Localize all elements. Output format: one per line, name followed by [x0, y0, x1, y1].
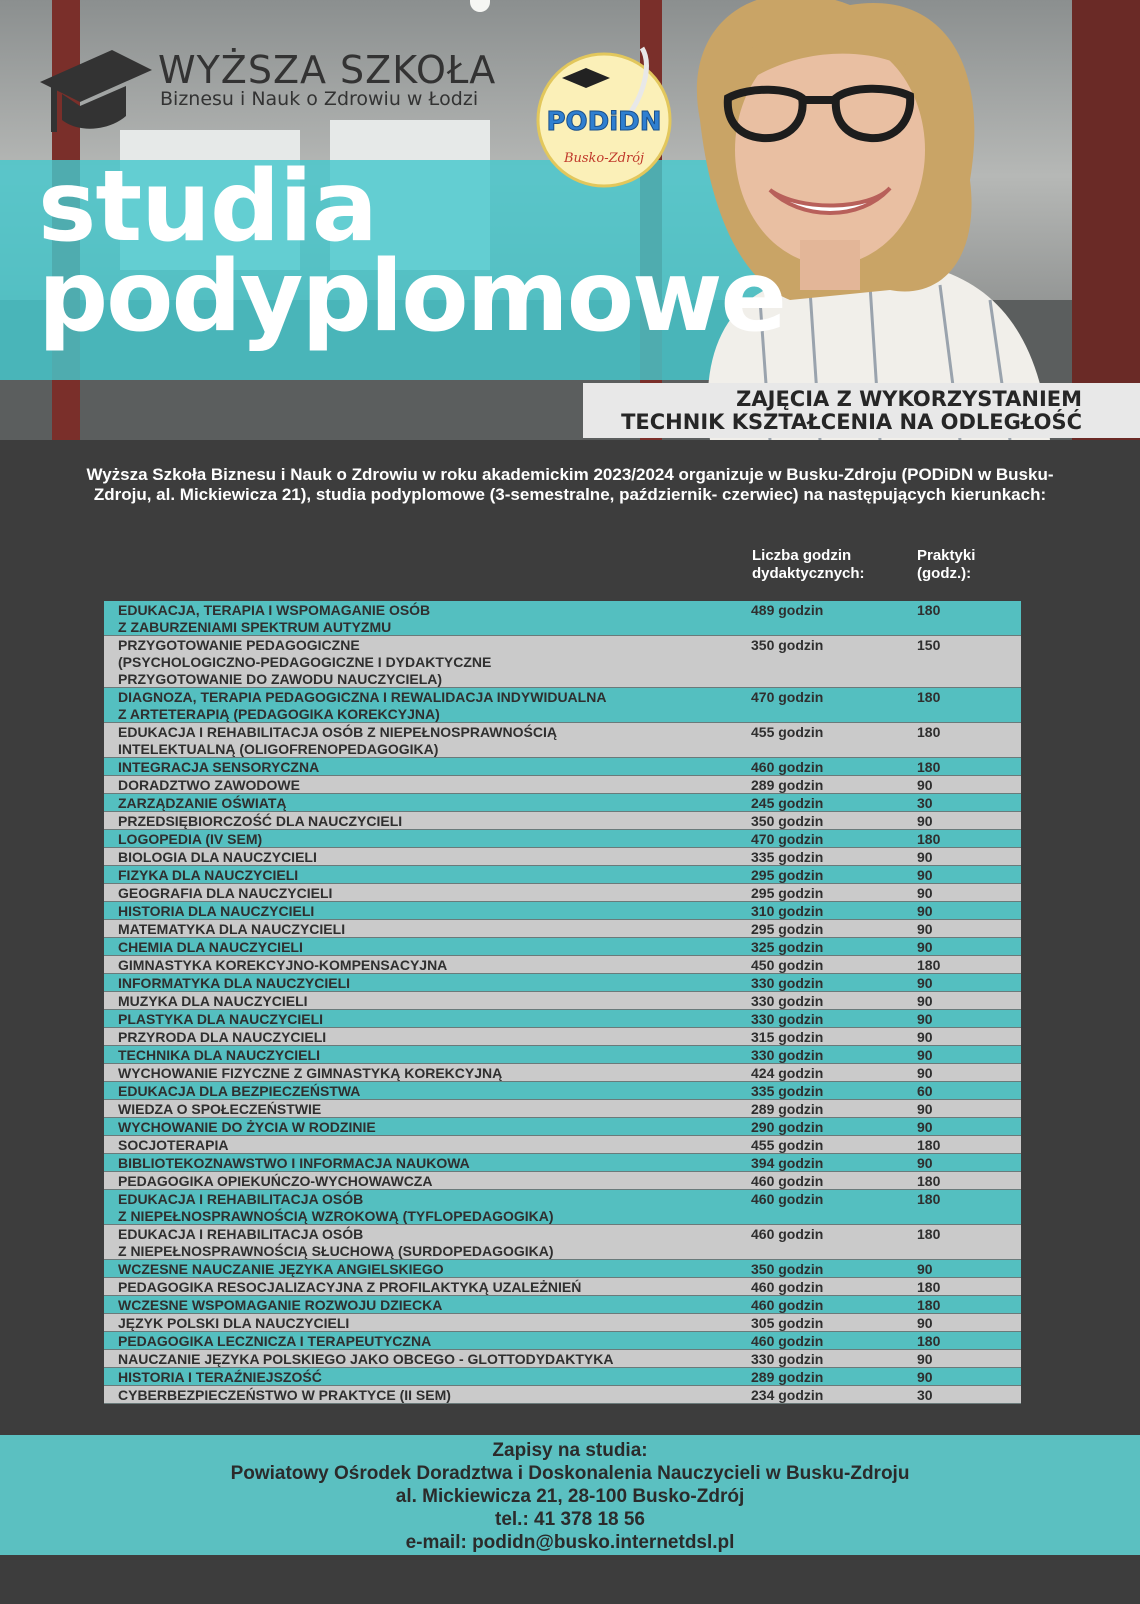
course-hours: 310 godzin: [751, 903, 824, 919]
table-row: [104, 1260, 1021, 1278]
course-practice-hours: 90: [917, 1261, 933, 1277]
course-practice-hours: 180: [917, 689, 941, 705]
course-name: DIAGNOZA, TERAPIA PEDAGOGICZNA I REWALIDACJA INDYWIDUALNA Z ARTETERAPIĄ (PEDAGOGIKA KOREKCYJNA): [118, 689, 607, 722]
course-practice-hours: 90: [917, 1155, 933, 1171]
course-hours: 295 godzin: [751, 885, 824, 901]
school-subtitle: Biznesu i Nauk o Zdrowiu w Łodzi: [160, 88, 479, 110]
table-row: [104, 830, 1021, 848]
table-row: [104, 636, 1021, 688]
course-practice-hours: 90: [917, 975, 933, 991]
course-practice-hours: 90: [917, 1029, 933, 1045]
table-row: [104, 866, 1021, 884]
table-row: [104, 1296, 1021, 1314]
course-name: FIZYKA DLA NAUCZYCIELI: [118, 867, 299, 883]
table-row: [104, 848, 1021, 866]
table-row: [104, 1118, 1021, 1136]
course-hours: 460 godzin: [751, 1226, 824, 1242]
course-hours: 460 godzin: [751, 1279, 824, 1295]
course-hours: 325 godzin: [751, 939, 824, 955]
course-hours: 470 godzin: [751, 831, 824, 847]
course-hours: 295 godzin: [751, 921, 824, 937]
table-row: [104, 884, 1021, 902]
table-row: [104, 1278, 1021, 1296]
table-row: [104, 974, 1021, 992]
course-hours: 315 godzin: [751, 1029, 824, 1045]
course-name: DORADZTWO ZAWODOWE: [118, 777, 300, 793]
course-name: TECHNIKA DLA NAUCZYCIELI: [118, 1047, 320, 1063]
pillar: [1072, 0, 1140, 440]
course-practice-hours: 90: [917, 1315, 933, 1331]
table-row: [104, 1136, 1021, 1154]
woman-photo: [640, 0, 1060, 440]
course-hours: 394 godzin: [751, 1155, 824, 1171]
course-hours: 289 godzin: [751, 777, 824, 793]
course-practice-hours: 90: [917, 993, 933, 1009]
course-name: EDUKACJA DLA BEZPIECZEŃSTWA: [118, 1083, 361, 1099]
course-name: PRZYRODA DLA NAUCZYCIELI: [118, 1029, 327, 1045]
course-practice-hours: 90: [917, 1101, 933, 1117]
course-name: MUZYKA DLA NAUCZYCIELI: [118, 993, 308, 1009]
course-name: WIEDZA O SPOŁECZEŃSTWIE: [118, 1101, 322, 1117]
course-practice-hours: 90: [917, 849, 933, 865]
course-name: EDUKACJA I REHABILITACJA OSÓB Z NIEPEŁNOSPRAWNOŚCIĄ SŁUCHOWĄ (SURDOPEDAGOGIKA): [118, 1226, 554, 1259]
course-hours: 245 godzin: [751, 795, 824, 811]
course-hours: 330 godzin: [751, 975, 824, 991]
course-hours: 330 godzin: [751, 1011, 824, 1027]
course-hours: 335 godzin: [751, 1083, 824, 1099]
hero-banner: [0, 0, 1140, 440]
course-hours: 330 godzin: [751, 1351, 824, 1367]
footer-phone: tel.: 41 378 18 56: [495, 1509, 645, 1530]
course-name: HISTORIA I TERAŹNIEJSZOŚĆ: [118, 1369, 322, 1385]
course-hours: 470 godzin: [751, 689, 824, 705]
ribbon-line-2: TECHNIK KSZTAŁCENIA NA ODLEGŁOŚĆ: [621, 410, 1082, 434]
table-row: [104, 938, 1021, 956]
table-row: [104, 1350, 1021, 1368]
table-row: [104, 902, 1021, 920]
podidn-badge: [532, 44, 676, 188]
enrollment-footer: [0, 1435, 1140, 1555]
table-row: [104, 1154, 1021, 1172]
course-practice-hours: 90: [917, 885, 933, 901]
table-row: [104, 688, 1021, 723]
course-name: WCZESNE NAUCZANIE JĘZYKA ANGIELSKIEGO: [118, 1261, 444, 1277]
course-practice-hours: 90: [917, 1369, 933, 1385]
table-row: [104, 812, 1021, 830]
course-name: SOCJOTERAPIA: [118, 1137, 229, 1153]
course-practice-hours: 180: [917, 602, 941, 618]
course-name: HISTORIA DLA NAUCZYCIELI: [118, 903, 315, 919]
course-name: PRZEDSIĘBIORCZOŚĆ DLA NAUCZYCIELI: [118, 813, 403, 829]
course-practice-hours: 150: [917, 637, 941, 653]
course-practice-hours: 180: [917, 1191, 941, 1207]
courses-table: [104, 601, 1021, 1404]
footer-heading: Zapisy na studia:: [492, 1440, 648, 1461]
course-practice-hours: 180: [917, 831, 941, 847]
course-practice-hours: 180: [917, 759, 941, 775]
table-row: [104, 920, 1021, 938]
course-practice-hours: 180: [917, 1297, 941, 1313]
course-name: PEDAGOGIKA OPIEKUŃCZO-WYCHOWAWCZA: [118, 1173, 433, 1189]
course-hours: 460 godzin: [751, 1297, 824, 1313]
course-hours: 350 godzin: [751, 813, 824, 829]
course-hours: 460 godzin: [751, 1173, 824, 1189]
footer-email: e-mail: podidn@busko.internetdsl.pl: [405, 1532, 735, 1553]
title-line-1: studia: [38, 150, 377, 264]
course-name: LOGOPEDIA (IV SEM): [118, 831, 263, 847]
course-hours: 350 godzin: [751, 637, 824, 653]
course-hours: 295 godzin: [751, 867, 824, 883]
table-row: [104, 1332, 1021, 1350]
course-practice-hours: 90: [917, 777, 933, 793]
course-hours: 450 godzin: [751, 957, 824, 973]
table-row: [104, 1100, 1021, 1118]
table-row: [104, 1028, 1021, 1046]
course-hours: 335 godzin: [751, 849, 824, 865]
table-row: [104, 1314, 1021, 1332]
course-hours: 289 godzin: [751, 1101, 824, 1117]
course-name: CYBERBEZPIECZEŃSTWO W PRAKTYCE (II SEM): [118, 1387, 451, 1403]
title-line-2: podyplomowe: [38, 240, 786, 354]
table-row: [104, 794, 1021, 812]
course-hours: 305 godzin: [751, 1315, 824, 1331]
footer-address: al. Mickiewicza 21, 28-100 Busko-Zdrój: [395, 1486, 745, 1507]
ceiling-light: [470, 0, 490, 12]
course-hours: 460 godzin: [751, 1333, 824, 1349]
course-practice-hours: 30: [917, 795, 933, 811]
course-practice-hours: 90: [917, 903, 933, 919]
course-practice-hours: 90: [917, 921, 933, 937]
course-practice-hours: 180: [917, 1333, 941, 1349]
course-practice-hours: 180: [917, 1137, 941, 1153]
table-row: [104, 776, 1021, 794]
course-practice-hours: 180: [917, 957, 941, 973]
table-row: [104, 1386, 1021, 1404]
course-practice-hours: 60: [917, 1083, 933, 1099]
course-hours: 460 godzin: [751, 1191, 824, 1207]
course-practice-hours: 30: [917, 1387, 933, 1403]
course-hours: 460 godzin: [751, 759, 824, 775]
table-row: [104, 1082, 1021, 1100]
course-practice-hours: 90: [917, 867, 933, 883]
course-hours: 350 godzin: [751, 1261, 824, 1277]
table-row: [104, 1190, 1021, 1225]
course-hours: 234 godzin: [751, 1387, 824, 1403]
course-practice-hours: 90: [917, 1011, 933, 1027]
course-name: EDUKACJA, TERAPIA I WSPOMAGANIE OSÓB Z ZABURZENIAMI SPEKTRUM AUTYZMU: [118, 602, 431, 635]
ribbon-line-1: ZAJĘCIA Z WYKORZYSTANIEM: [736, 387, 1082, 411]
table-row: [104, 723, 1021, 758]
course-name: GIMNASTYKA KOREKCYJNO-KOMPENSACYJNA: [118, 957, 448, 973]
course-name: CHEMIA DLA NAUCZYCIELI: [118, 939, 303, 955]
course-hours: 455 godzin: [751, 724, 824, 740]
table-row: [104, 1064, 1021, 1082]
table-row: [104, 1172, 1021, 1190]
table-row: [104, 1010, 1021, 1028]
course-practice-hours: 180: [917, 1173, 941, 1189]
table-row: [104, 1046, 1021, 1064]
remote-learning-ribbon: [583, 383, 1140, 438]
course-practice-hours: 90: [917, 1065, 933, 1081]
course-name: PRZYGOTOWANIE PEDAGOGICZNE (PSYCHOLOGICZNO-PEDAGOGICZNE I DYDAKTYCZNE PRZYGOTOWANIE DO ZAWODU NAUCZYCIELA): [118, 637, 492, 687]
course-practice-hours: 180: [917, 1279, 941, 1295]
table-row: [104, 601, 1021, 636]
course-hours: 455 godzin: [751, 1137, 824, 1153]
course-name: INFORMATYKA DLA NAUCZYCIELI: [118, 975, 351, 991]
course-name: GEOGRAFIA DLA NAUCZYCIELI: [118, 885, 333, 901]
course-name: BIOLOGIA DLA NAUCZYCIELI: [118, 849, 317, 865]
intro-text: Wyższa Szkoła Biznesu i Nauk o Zdrowiu w roku akademickim 2023/2024 organizuje w Busku-Zdroju (PODiDN w Busku-Zdroju, al. Mickiewicza 21), studia podyplomowe (3-semestralne, październik- czerwiec) na następujących kierunkach:: [86, 465, 1054, 504]
course-name: PEDAGOGIKA RESOCJALIZACYJNA Z PROFILAKTYKĄ UZALEŻNIEŃ: [118, 1279, 582, 1295]
course-practice-hours: 180: [917, 1226, 941, 1242]
course-name: ZARZĄDZANIE OŚWIATĄ: [118, 795, 287, 811]
graduation-cap-icon: [40, 42, 155, 137]
column-header-practice: Praktyki (godz.):: [917, 547, 976, 582]
badge-place: Busko-Zdrój: [563, 151, 645, 166]
badge-name: PODiDN: [546, 107, 662, 137]
course-name: MATEMATYKA DLA NAUCZYCIELI: [118, 921, 346, 937]
course-name: NAUCZANIE JĘZYKA POLSKIEGO JAKO OBCEGO - GLOTTODYDAKTYKA: [118, 1351, 614, 1367]
course-name: WCZESNE WSPOMAGANIE ROZWOJU DZIECKA: [118, 1297, 443, 1313]
course-name: PEDAGOGIKA LECZNICZA I TERAPEUTYCZNA: [118, 1333, 432, 1349]
course-hours: 424 godzin: [751, 1065, 824, 1081]
footer-institution: Powiatowy Ośrodek Doradztwa i Doskonalenia Nauczycieli w Busku-Zdroju: [230, 1463, 910, 1484]
course-name: INTEGRACJA SENSORYCZNA: [118, 759, 320, 775]
column-header-hours: Liczba godzin dydaktycznych:: [752, 547, 865, 582]
table-row: [104, 1225, 1021, 1260]
course-practice-hours: 180: [917, 724, 941, 740]
course-practice-hours: 90: [917, 939, 933, 955]
course-name: EDUKACJA I REHABILITACJA OSÓB Z NIEPEŁNOSPRAWNOŚCIĄ INTELEKTUALNĄ (OLIGOFRENOPEDAGOGIKA): [118, 724, 557, 757]
course-practice-hours: 90: [917, 813, 933, 829]
course-practice-hours: 90: [917, 1119, 933, 1135]
table-row: [104, 758, 1021, 776]
course-name: WYCHOWANIE FIZYCZNE Z GIMNASTYKĄ KOREKCYJNĄ: [118, 1065, 503, 1081]
course-name: BIBLIOTEKOZNAWSTWO I INFORMACJA NAUKOWA: [118, 1155, 470, 1171]
table-row: [104, 956, 1021, 974]
course-name: WYCHOWANIE DO ŻYCIA W RODZINIE: [118, 1119, 376, 1135]
course-hours: 289 godzin: [751, 1369, 824, 1385]
course-hours: 330 godzin: [751, 1047, 824, 1063]
course-name: EDUKACJA I REHABILITACJA OSÓB Z NIEPEŁNOSPRAWNOŚCIĄ WZROKOWĄ (TYFLOPEDAGOGIKA): [118, 1191, 554, 1224]
table-row: [104, 992, 1021, 1010]
course-practice-hours: 90: [917, 1351, 933, 1367]
school-logo: [40, 42, 510, 137]
course-name: PLASTYKA DLA NAUCZYCIELI: [118, 1011, 324, 1027]
course-hours: 330 godzin: [751, 993, 824, 1009]
school-name: WYŻSZA SZKOŁA: [158, 48, 497, 92]
table-row: [104, 1368, 1021, 1386]
course-hours: 489 godzin: [751, 602, 824, 618]
course-hours: 290 godzin: [751, 1119, 824, 1135]
course-name: JĘZYK POLSKI DLA NAUCZYCIELI: [118, 1315, 350, 1331]
course-practice-hours: 90: [917, 1047, 933, 1063]
